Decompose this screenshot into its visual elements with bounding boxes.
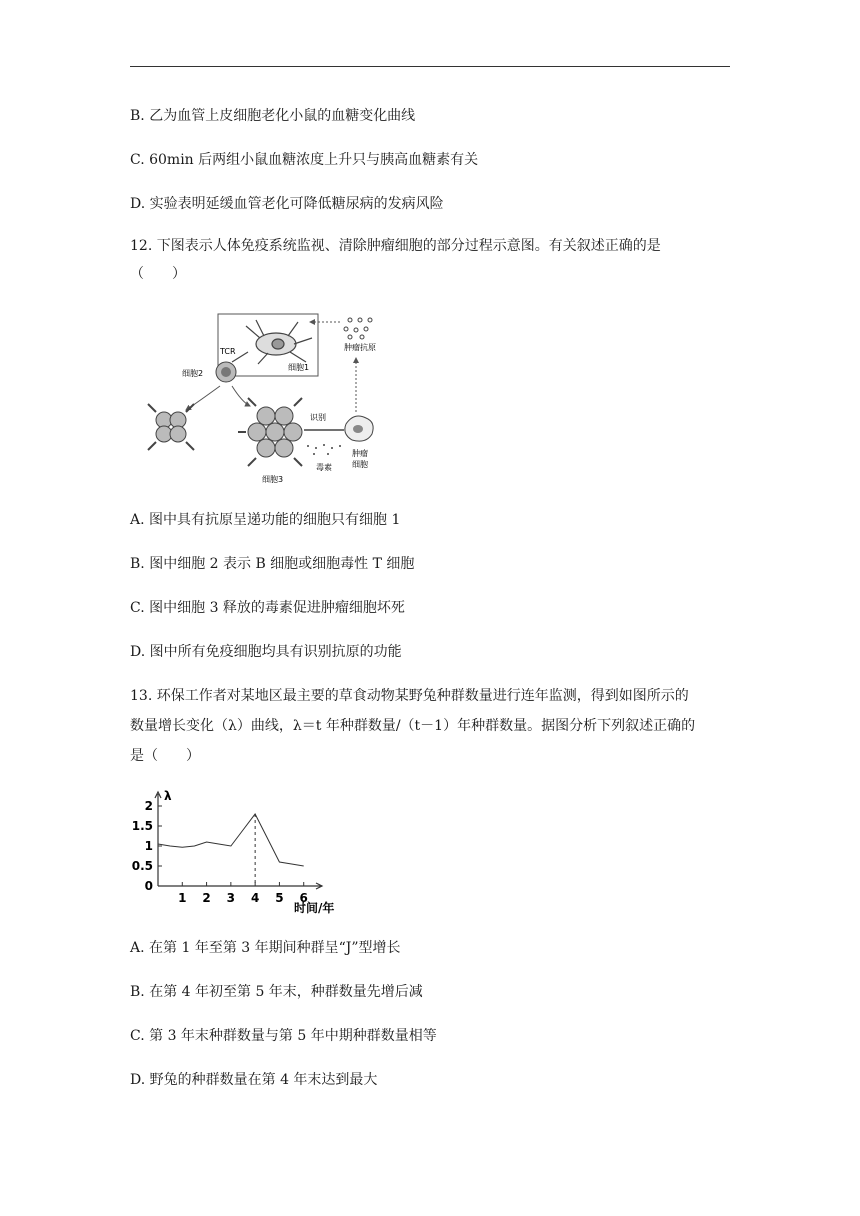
y-tick-label: 0: [144, 879, 153, 893]
q11-option-c: C. 60min 后两组小鼠血糖浓度上升只与胰高血糖素有关: [130, 152, 479, 168]
antigen-label: 肿瘤抗原: [344, 343, 376, 352]
y-tick-label: 1: [144, 839, 153, 853]
x-tick-label: 4: [250, 891, 260, 905]
immune-diagram: [138, 306, 398, 488]
q11-option-b: B. 乙为血管上皮细胞老化小鼠的血糖变化曲线: [130, 108, 416, 124]
x-tick-label: 6: [299, 891, 308, 905]
y-tick-label: 2: [144, 799, 153, 813]
cell3-cluster-icon: [248, 407, 302, 457]
tumor-label-1: 肿瘤: [352, 449, 368, 458]
q12-option-a: A. 图中具有抗原呈递功能的细胞只有细胞 1: [130, 512, 401, 528]
x-tick-label: 5: [275, 891, 284, 905]
q13-stem-line1: 13. 环保工作者对某地区最主要的草食动物某野兔种群数量进行连年监测，得到如图所示的: [130, 688, 689, 704]
toxin-label: 毒素: [316, 463, 332, 472]
header-rule: [130, 66, 730, 67]
memory-cell-cluster-icon: [156, 412, 186, 442]
x-tick-label: 3: [226, 891, 236, 905]
x-tick-label: 2: [202, 891, 211, 905]
tumor-label-2: 细胞: [352, 460, 368, 469]
q12-stem-line1: 12. 下图表示人体免疫系统监视、清除肿瘤细胞的部分过程示意图。有关叙述正确的是: [130, 238, 661, 254]
q13-option-d: D. 野兔的种群数量在第 4 年末达到最大: [130, 1072, 378, 1088]
q12-option-b: B. 图中细胞 2 表示 B 细胞或细胞毒性 T 细胞: [130, 556, 415, 572]
y-tick-label: 0.5: [131, 859, 153, 873]
x-tick-label: 1: [178, 891, 187, 905]
recognize-label: 识别: [310, 413, 326, 422]
q13-stem-line2: 数量增长变化（λ）曲线，λ＝t 年种群数量/（t－1）年种群数量。据图分析下列叙述正确的: [130, 718, 696, 734]
dendritic-cell-icon: [246, 320, 312, 364]
toxin-dots: [307, 444, 341, 455]
cell2-label: 细胞2: [182, 369, 204, 378]
q13-option-b: B. 在第 4 年初至第 5 年末，种群数量先增后减: [130, 984, 423, 1000]
tcr-label: TCR: [220, 347, 236, 356]
q11-option-d: D. 实验表明延缓血管老化可降低糖尿病的发病风险: [130, 196, 444, 212]
q13-option-c: C. 第 3 年末种群数量与第 5 年中期种群数量相等: [130, 1028, 437, 1044]
cell3-label: 细胞3: [262, 475, 284, 484]
q12-option-d: D. 图中所有免疫细胞均具有识别抗原的功能: [130, 644, 402, 660]
q12-stem-line2: （ ）: [130, 266, 186, 282]
chart-xlabel: 时间/年: [294, 901, 335, 915]
cell1-label: 细胞1: [288, 363, 310, 372]
antigen-dots: [344, 318, 372, 339]
series-line: [158, 814, 304, 866]
q12-option-c: C. 图中细胞 3 释放的毒素促进肿瘤细胞坏死: [130, 600, 405, 616]
q13-stem-line3: 是（ ）: [130, 748, 200, 764]
q13-option-a: A. 在第 1 年至第 3 年期间种群呈“J”型增长: [130, 940, 401, 956]
lambda-chart: [128, 788, 358, 918]
chart-ylabel: λ: [164, 789, 172, 803]
y-tick-label: 1.5: [131, 819, 153, 833]
